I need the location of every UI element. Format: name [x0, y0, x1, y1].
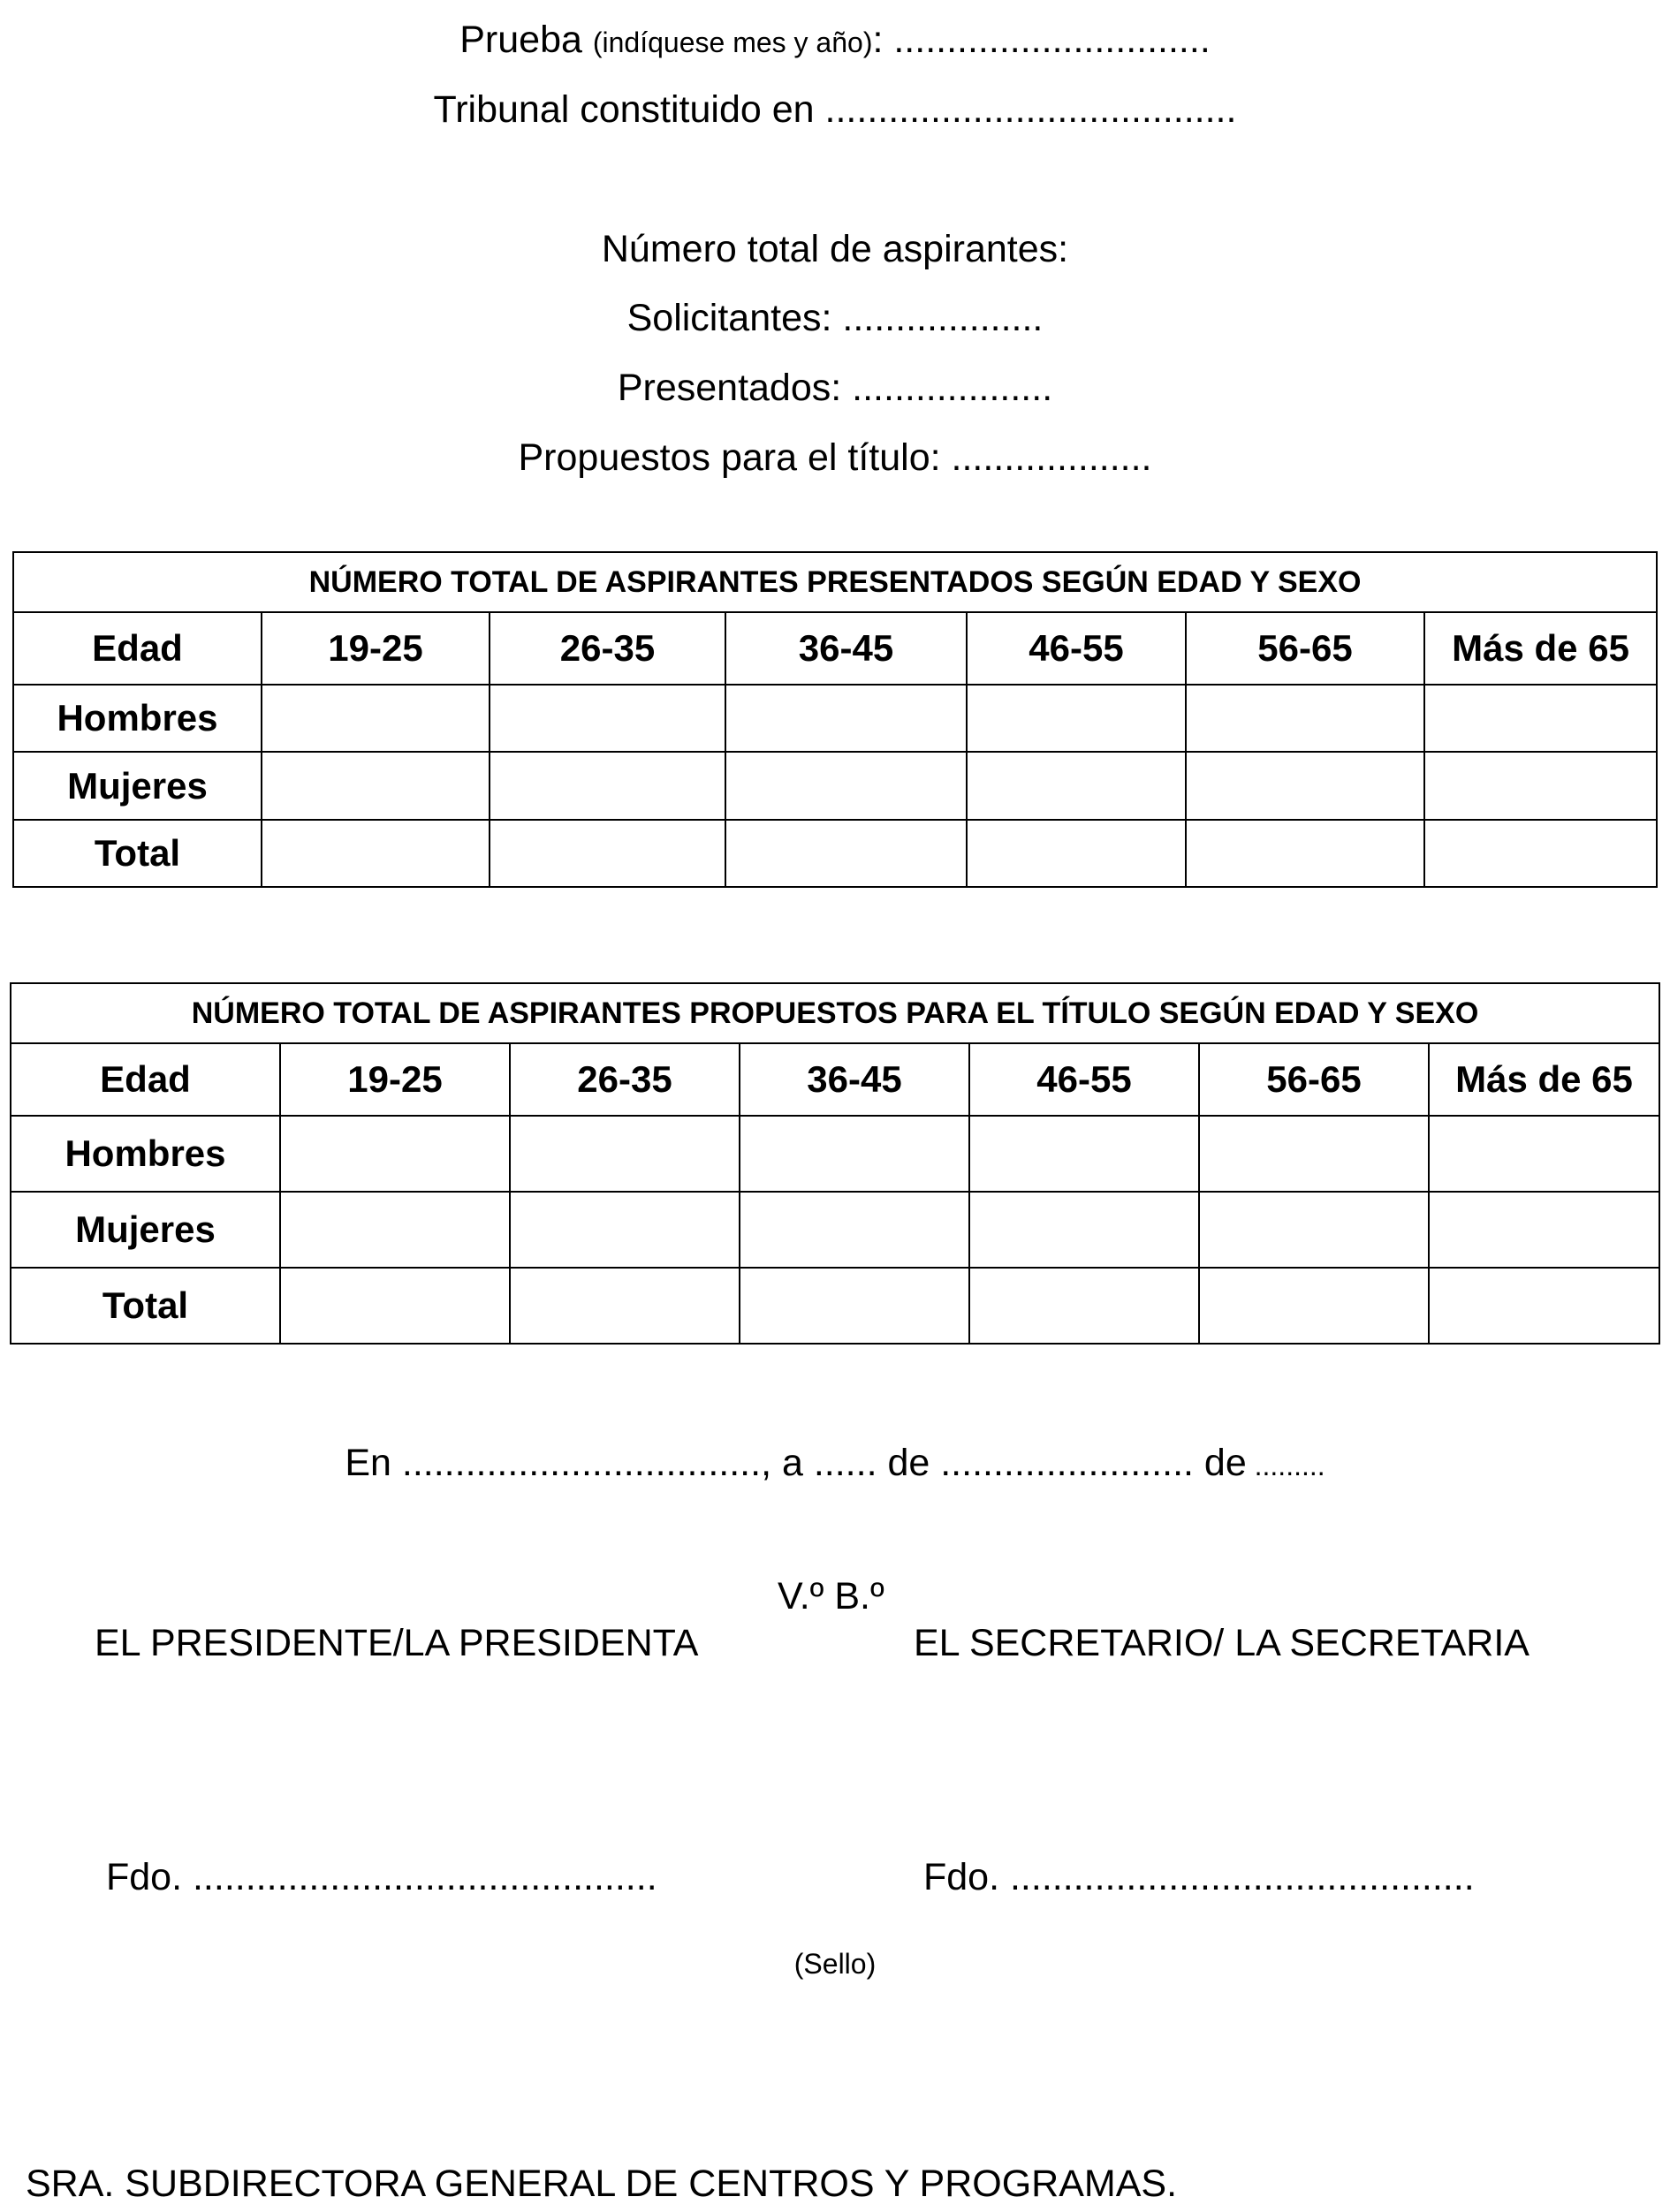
prueba-line	[0, 18, 1670, 64]
table-cell[interactable]	[1199, 1192, 1429, 1268]
table-cell[interactable]	[1186, 820, 1424, 887]
table-cell[interactable]	[280, 1192, 510, 1268]
prueba-label: Prueba	[459, 19, 582, 61]
table-cell[interactable]	[740, 1268, 969, 1344]
table-title: NÚMERO TOTAL DE ASPIRANTES PROPUESTOS PARA EL TÍTULO SEGÚN EDAD Y SEXO	[11, 983, 1659, 1043]
table-cell[interactable]	[967, 752, 1186, 820]
row-label: Mujeres	[11, 1192, 280, 1268]
table-cell[interactable]	[510, 1116, 740, 1192]
column-header: 46-55	[967, 612, 1186, 685]
column-header: Más de 65	[1424, 612, 1657, 685]
table-cell[interactable]	[1429, 1268, 1659, 1344]
row-label: Total	[11, 1268, 280, 1344]
table-cell[interactable]	[490, 685, 725, 752]
table-cell[interactable]	[1186, 752, 1424, 820]
addressee: SRA. SUBDIRECTORA GENERAL DE CENTROS Y PROGRAMAS.	[26, 2163, 1178, 2205]
table-cell[interactable]	[969, 1268, 1199, 1344]
table-row	[11, 1268, 1659, 1344]
table-cell[interactable]	[740, 1116, 969, 1192]
table-row	[13, 752, 1657, 820]
table-cell[interactable]	[262, 752, 490, 820]
table-cell[interactable]	[510, 1268, 740, 1344]
table-row	[11, 1192, 1659, 1268]
row-label: Total	[13, 820, 262, 887]
table-cell[interactable]	[967, 685, 1186, 752]
column-header: 56-65	[1186, 612, 1424, 685]
table-cell[interactable]	[1199, 1268, 1429, 1344]
sello-label: (Sello)	[793, 1948, 877, 1980]
presentados-table	[12, 551, 1658, 888]
table-cell[interactable]	[1199, 1116, 1429, 1192]
table-header-row	[13, 612, 1657, 685]
table-cell[interactable]	[510, 1192, 740, 1268]
column-header: 19-25	[262, 612, 490, 685]
column-header: Más de 65	[1429, 1043, 1659, 1116]
column-header: Edad	[11, 1043, 280, 1116]
table-cell[interactable]	[280, 1116, 510, 1192]
visto-bueno: V.º B.º	[778, 1575, 884, 1617]
column-header: 36-45	[740, 1043, 969, 1116]
column-header: 19-25	[280, 1043, 510, 1116]
table-row	[13, 820, 1657, 887]
table-header-row	[11, 1043, 1659, 1116]
column-header: Edad	[13, 612, 262, 685]
place-date[interactable]: En .................................., a ...... de ........................ de	[345, 1442, 1247, 1484]
table-row	[13, 685, 1657, 752]
presentados-line[interactable]: Presentados: ...................	[617, 367, 1053, 409]
column-header: 46-55	[969, 1043, 1199, 1116]
fdo-presidente[interactable]: Fdo. ............................................	[106, 1856, 657, 1898]
table-title: NÚMERO TOTAL DE ASPIRANTES PRESENTADOS SEGÚN EDAD Y SEXO	[13, 552, 1657, 612]
table-cell[interactable]	[1429, 1116, 1659, 1192]
table-cell[interactable]	[967, 820, 1186, 887]
table-cell[interactable]	[740, 1192, 969, 1268]
table-cell[interactable]	[262, 820, 490, 887]
table-row	[11, 1116, 1659, 1192]
table-cell[interactable]	[969, 1116, 1199, 1192]
table-cell[interactable]	[490, 820, 725, 887]
table-cell[interactable]	[1186, 685, 1424, 752]
table-cell[interactable]	[490, 752, 725, 820]
table-cell[interactable]	[1424, 685, 1657, 752]
place-date-year[interactable]: .........	[1246, 1450, 1325, 1481]
propuestos-line[interactable]: Propuestos para el título: ...................	[518, 436, 1152, 479]
solicitantes-line[interactable]: Solicitantes: ...................	[626, 297, 1044, 339]
prueba-hint: (indíquese mes y año)	[592, 27, 873, 58]
table-cell[interactable]	[725, 685, 967, 752]
column-header: 36-45	[725, 612, 967, 685]
column-header: 26-35	[490, 612, 725, 685]
column-header: 26-35	[510, 1043, 740, 1116]
propuestos-table	[10, 982, 1660, 1345]
row-label: Mujeres	[13, 752, 262, 820]
table-cell[interactable]	[1424, 820, 1657, 887]
fdo-secretario[interactable]: Fdo. ............................................	[923, 1856, 1475, 1898]
table-cell[interactable]	[1429, 1192, 1659, 1268]
table-cell[interactable]	[280, 1268, 510, 1344]
prueba-dots[interactable]: : ..............................	[872, 19, 1211, 61]
place-date-line[interactable]	[0, 1441, 1670, 1488]
table-title-row	[13, 552, 1657, 612]
table-cell[interactable]	[262, 685, 490, 752]
secretario-label: EL SECRETARIO/ LA SECRETARIA	[914, 1622, 1530, 1664]
total-aspirantes-heading: Número total de aspirantes:	[601, 228, 1069, 270]
table-cell[interactable]	[725, 752, 967, 820]
presidente-label: EL PRESIDENTE/LA PRESIDENTA	[95, 1622, 699, 1664]
table-cell[interactable]	[1424, 752, 1657, 820]
tribunal-line[interactable]: Tribunal constituido en .......................................	[433, 88, 1237, 131]
column-header: 56-65	[1199, 1043, 1429, 1116]
table-title-row	[11, 983, 1659, 1043]
table-cell[interactable]	[725, 820, 967, 887]
row-label: Hombres	[11, 1116, 280, 1192]
table-cell[interactable]	[969, 1192, 1199, 1268]
row-label: Hombres	[13, 685, 262, 752]
